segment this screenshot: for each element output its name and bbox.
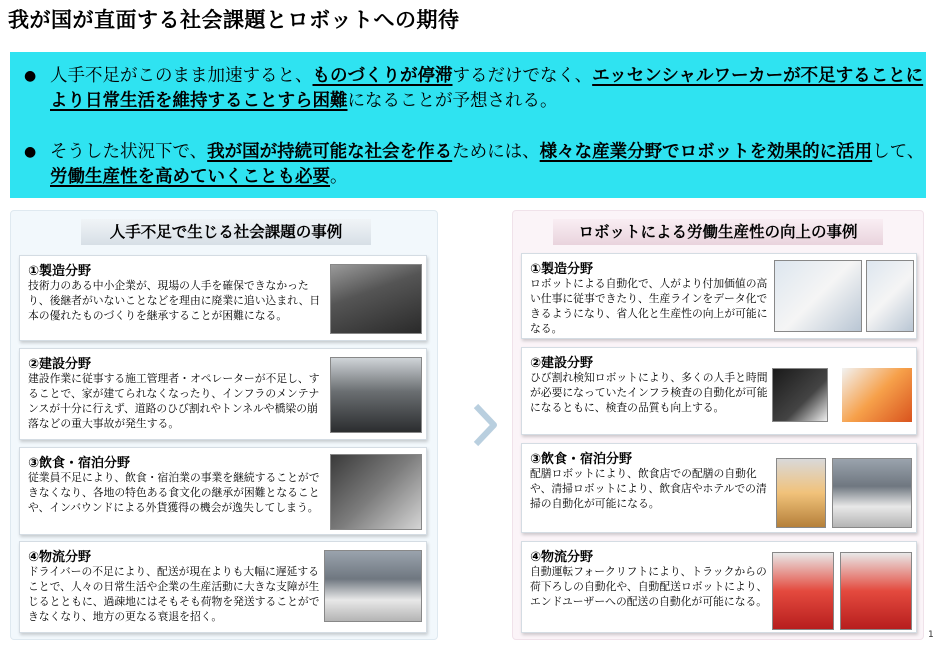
autonomous-forklift-photo bbox=[772, 552, 834, 630]
issue-card-food-lodging bbox=[19, 447, 427, 535]
robot-card-construction bbox=[521, 347, 917, 435]
issue-card-logistics bbox=[19, 541, 427, 633]
card-title: ②建設分野 bbox=[28, 357, 92, 372]
card-description: 技術力のある中小企業が、現場の人手を確保できなかったり、後継者がいないことなどを理由に廃業に追い込まれ、日本の優れたものづくりを継承することが困難になる。 bbox=[28, 279, 321, 322]
body-text: 人手不足がこのまま加速すると、 bbox=[50, 66, 313, 86]
inspection-drone-photo bbox=[842, 368, 912, 422]
bullet-dot-icon: ● bbox=[24, 68, 37, 84]
card-title: ②建設分野 bbox=[530, 356, 594, 371]
emphasis-text: 我が国が持続可能な社会を作る bbox=[207, 142, 453, 162]
body-text: ためには、 bbox=[452, 142, 540, 162]
closed-shop-photo bbox=[330, 454, 422, 530]
card-description: 従業員不足により、飲食・宿泊業の事業を継続することができなくなり、各地の特色ある食文化の継承が困難となることや、インバウンドによる外貨獲得の機会が逸失してしまう。 bbox=[28, 471, 320, 514]
summary-bullet-text bbox=[50, 64, 930, 114]
robot-card-manufacturing bbox=[521, 253, 917, 339]
cracked-road-photo bbox=[330, 357, 422, 433]
robot-productivity-panel bbox=[512, 210, 924, 640]
cleaning-robot-photo bbox=[832, 458, 912, 528]
production-line-photo bbox=[866, 260, 914, 332]
summary-bullet-text bbox=[50, 140, 930, 190]
card-description: 配膳ロボットにより、飲食店での配膳の自動化や、清掃ロボットにより、飲食店やホテルでの清掃の自動化が可能になる。 bbox=[530, 467, 767, 510]
robot-card-food-lodging bbox=[521, 443, 917, 533]
emphasis-text: 労働生産性を高めていくことも必要 bbox=[50, 167, 330, 187]
crack-detection-robot-photo bbox=[772, 368, 828, 422]
issue-card-manufacturing bbox=[19, 255, 427, 341]
card-description: ロボットによる自動化で、人がより付加価値の高い仕事に従事できたり、生産ラインをデータ化できるようになり、省人化と生産性の向上が可能になる。 bbox=[530, 277, 768, 335]
delivery-robot-photo bbox=[840, 552, 912, 630]
robot-card-logistics bbox=[521, 541, 917, 633]
emphasis-text: ものづくりが停滞 bbox=[312, 66, 453, 86]
card-title: ①製造分野 bbox=[28, 264, 92, 279]
serving-robot-photo bbox=[776, 458, 826, 528]
bullet-dot-icon: ● bbox=[24, 144, 37, 160]
card-title: ③飲食・宿泊分野 bbox=[530, 452, 633, 467]
summary-banner bbox=[10, 52, 926, 198]
card-title: ④物流分野 bbox=[28, 550, 92, 565]
parked-trucks-photo bbox=[324, 550, 422, 622]
body-text: そうした状況下で、 bbox=[50, 142, 208, 162]
card-title: ①製造分野 bbox=[530, 262, 594, 277]
emphasis-text: エッセンシャルワーカーが不足することにより日常生活を維持することすら困難 bbox=[50, 66, 924, 111]
page-number: 1 bbox=[928, 630, 934, 640]
body-text: 。 bbox=[330, 167, 348, 187]
issue-card-construction bbox=[19, 348, 427, 440]
card-description: ひび割れ検知ロボットにより、多くの人手と時間が必要になっていたインフラ検査の自動化が可能になるともに、検査の品質も向上する。 bbox=[530, 371, 768, 414]
panel-heading: 人手不足で生じる社会課題の事例 bbox=[81, 219, 371, 245]
arrow-right-icon bbox=[470, 402, 506, 448]
card-title: ④物流分野 bbox=[530, 550, 594, 565]
card-title: ③飲食・宿泊分野 bbox=[28, 456, 131, 471]
emphasis-text: 様々な産業分野でロボットを効果的に活用 bbox=[539, 142, 873, 162]
factory-worker-photo bbox=[330, 264, 422, 334]
social-issues-panel bbox=[10, 210, 438, 640]
card-description: 自動運転フォークリフトにより、トラックからの荷下ろしの自動化や、自動配送ロボットにより、エンドユーザーへの配送の自動化が可能になる。 bbox=[530, 565, 768, 608]
panel-heading: ロボットによる労働生産性の向上の事例 bbox=[553, 219, 883, 245]
body-text: して、 bbox=[872, 142, 925, 162]
robot-arm-photo bbox=[774, 260, 862, 332]
card-description: ドライバーの不足により、配送が現在よりも大幅に遅延することで、人々の日常生活や企業の生産活動に大きな支障が生じるとともに、過疎地にはそもそも荷物を発送することができなくなり、地方の更なる衰退を招く。 bbox=[28, 565, 320, 623]
body-text: するだけでなく、 bbox=[452, 66, 593, 86]
page-title: 我が国が直面する社会課題とロボットへの期待 bbox=[8, 8, 460, 32]
body-text: になることが予想される。 bbox=[347, 91, 558, 111]
card-description: 建設作業に従事する施工管理者・オペレーターが不足し、することで、家が建てられなくなったり、インフラのメンテナンスが十分に行えず、道路のひび割れやトンネルや橋梁の崩落などの重大事故が発生する。 bbox=[28, 372, 320, 430]
